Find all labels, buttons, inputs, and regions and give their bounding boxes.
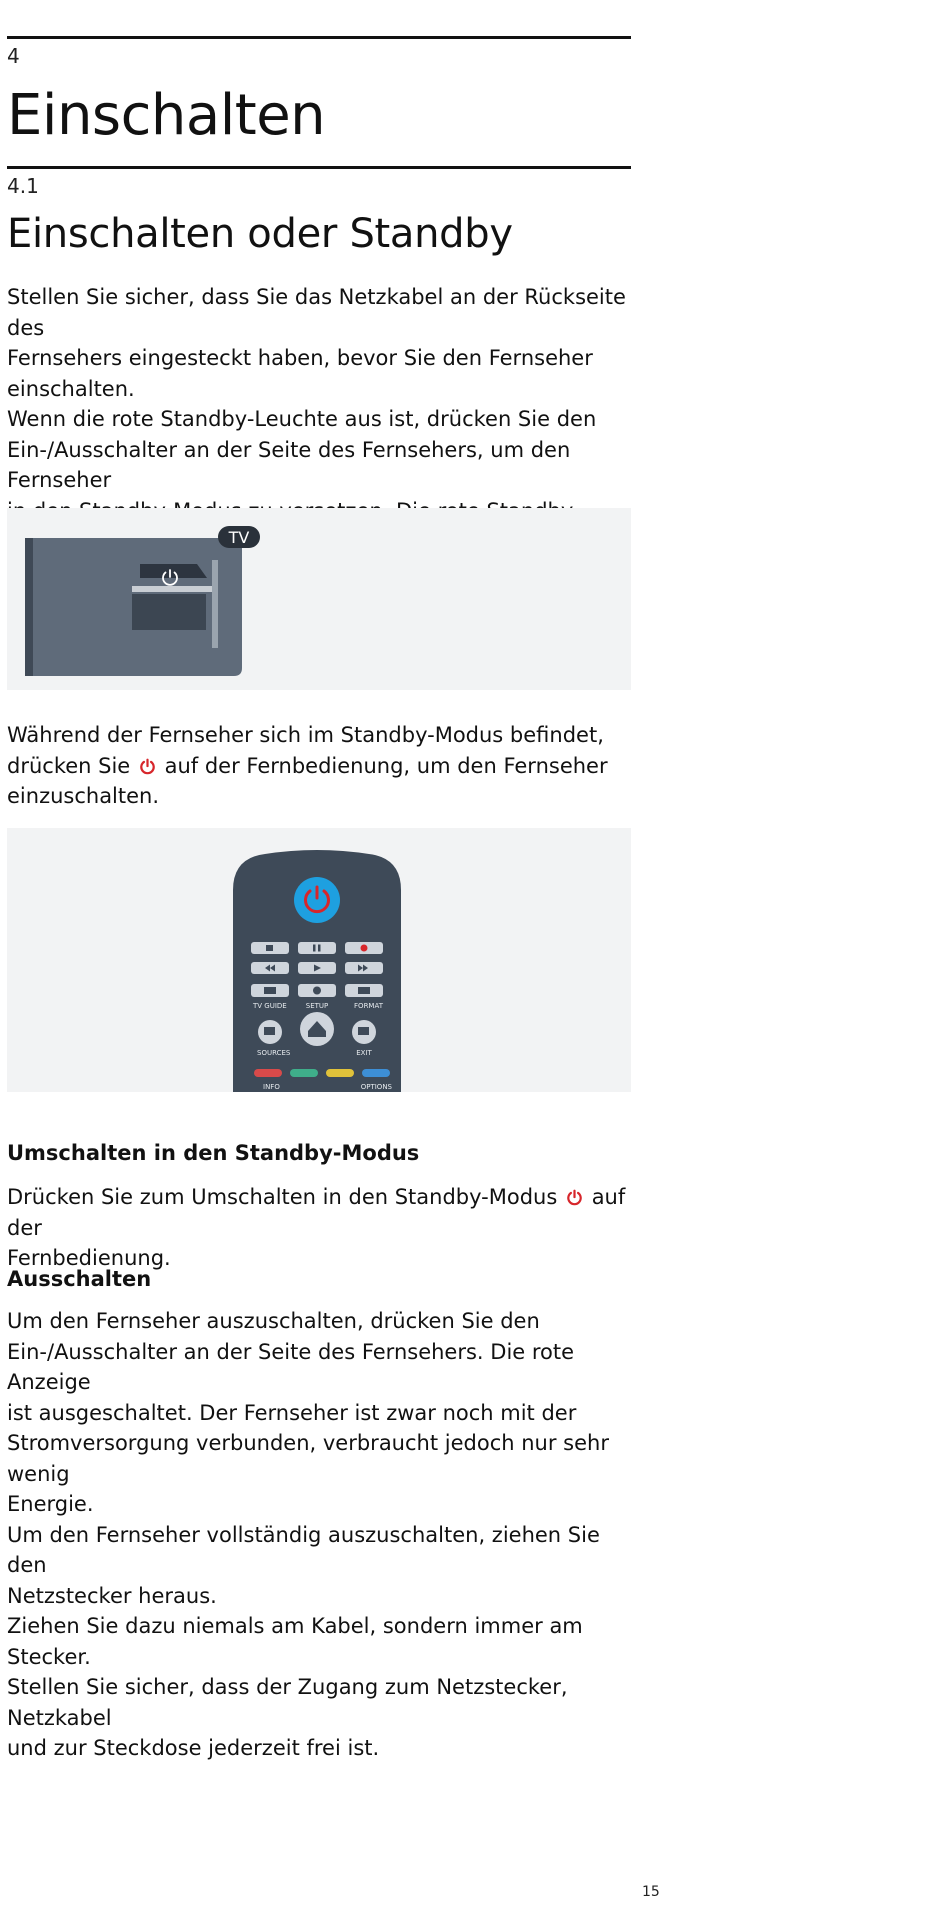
switch-off-line: ist ausgeschaltet. Der Fernseher ist zwar noch mit der <box>7 1400 577 1425</box>
tv-side-strip <box>212 560 218 648</box>
page-number: 15 <box>642 1884 660 1900</box>
standby-line-2-before: drücken Sie <box>7 753 131 778</box>
sources-label: SOURCES <box>257 1049 291 1057</box>
blue-button <box>362 1069 390 1077</box>
intro-line: Fernsehers eingesteckt haben, bevor Sie den Fernseher <box>7 346 593 370</box>
sources-icon <box>264 1027 275 1035</box>
yellow-button <box>326 1069 354 1077</box>
tv-guide-icon <box>264 987 276 994</box>
standby-mode-paragraph <box>7 1182 631 1274</box>
remote-illustration <box>7 828 631 1092</box>
standby-paragraph <box>7 720 631 812</box>
switch-off-line: und zur Steckdose jederzeit frei ist. <box>7 1736 380 1760</box>
format-icon <box>358 987 370 994</box>
standby-line-2 <box>7 751 631 782</box>
record-icon <box>361 945 368 952</box>
format-label: FORMAT <box>354 1002 383 1010</box>
setup-label: SETUP <box>305 1002 329 1010</box>
exit-label: EXIT <box>356 1049 372 1057</box>
tv-side-button-figure <box>7 508 631 690</box>
standby-mode-line-1 <box>7 1182 631 1243</box>
setup-icon <box>313 987 321 995</box>
intro-line: einschalten. <box>7 376 135 401</box>
red-button <box>254 1069 282 1077</box>
section-top-rule <box>7 166 631 169</box>
section-title: Einschalten oder Standby <box>7 211 513 257</box>
intro-line: Stellen Sie sicher, dass Sie das Netzkabel an der Rückseite des <box>7 285 626 340</box>
power-icon <box>139 758 156 775</box>
tv-power-button <box>140 564 207 578</box>
intro-line: Wenn die rote Standby-Leuchte aus ist, drücken Sie den <box>7 407 597 431</box>
section-number: 4.1 <box>7 174 39 198</box>
standby-line-2-after: auf der Fernbedienung, um den Fernseher <box>164 753 608 778</box>
chapter-title: Einschalten <box>7 83 326 148</box>
pause-icon <box>313 945 316 952</box>
switch-off-line: Ein-/Ausschalter an der Seite des Fernsehers. Die rote Anzeige <box>7 1339 575 1394</box>
standby-mode-heading: Umschalten in den Standby-Modus <box>7 1141 420 1165</box>
chapter-top-rule <box>7 36 631 39</box>
intro-line: Ein-/Ausschalter an der Seite des Fernsehers, um den Fernseher <box>7 437 571 492</box>
tv-badge-label: TV <box>228 528 250 547</box>
info-label: INFO <box>263 1083 280 1091</box>
switch-off-paragraph <box>7 1306 631 1764</box>
remote-control-figure <box>7 828 631 1092</box>
standby-mode-line-1-after: auf der <box>7 1185 626 1240</box>
remote-power-button <box>294 877 340 923</box>
options-label: OPTIONS <box>360 1083 392 1091</box>
exit-icon <box>358 1027 369 1035</box>
switch-off-line: Um den Fernseher vollständig auszuschalten, ziehen Sie den <box>7 1522 600 1577</box>
standby-line-3: einzuschalten. <box>7 784 160 808</box>
chapter-number: 4 <box>7 44 20 68</box>
tv-edge <box>25 538 33 676</box>
stop-icon <box>266 945 273 951</box>
switch-off-line: Stromversorgung verbunden, verbraucht jedoch nur sehr wenig <box>7 1431 609 1486</box>
switch-off-line: Um den Fernseher auszuschalten, drücken Sie den <box>7 1309 540 1333</box>
tv-button-ledge <box>132 586 212 592</box>
switch-off-line: Energie. <box>7 1492 94 1516</box>
standby-line-1: Während der Fernseher sich im Standby-Modus befindet, <box>7 723 604 747</box>
tv-side-illustration <box>7 508 631 690</box>
power-icon <box>566 1189 583 1206</box>
switch-off-heading: Ausschalten <box>7 1267 152 1291</box>
tv-guide-label: TV GUIDE <box>253 1002 287 1010</box>
standby-mode-line-1-before: Drücken Sie zum Umschalten in den Standby-Modus <box>7 1185 558 1209</box>
standby-mode-line-2: Fernbedienung. <box>7 1246 171 1270</box>
switch-off-line: Netzstecker heraus. <box>7 1583 217 1608</box>
tv-button-housing <box>132 594 206 630</box>
switch-off-line: Ziehen Sie dazu niemals am Kabel, sondern immer am Stecker. <box>7 1614 583 1669</box>
pause-button <box>298 942 336 954</box>
pause-icon <box>318 945 321 952</box>
switch-off-line: Stellen Sie sicher, dass der Zugang zum Netzstecker, Netzkabel <box>7 1675 568 1730</box>
green-button <box>290 1069 318 1077</box>
